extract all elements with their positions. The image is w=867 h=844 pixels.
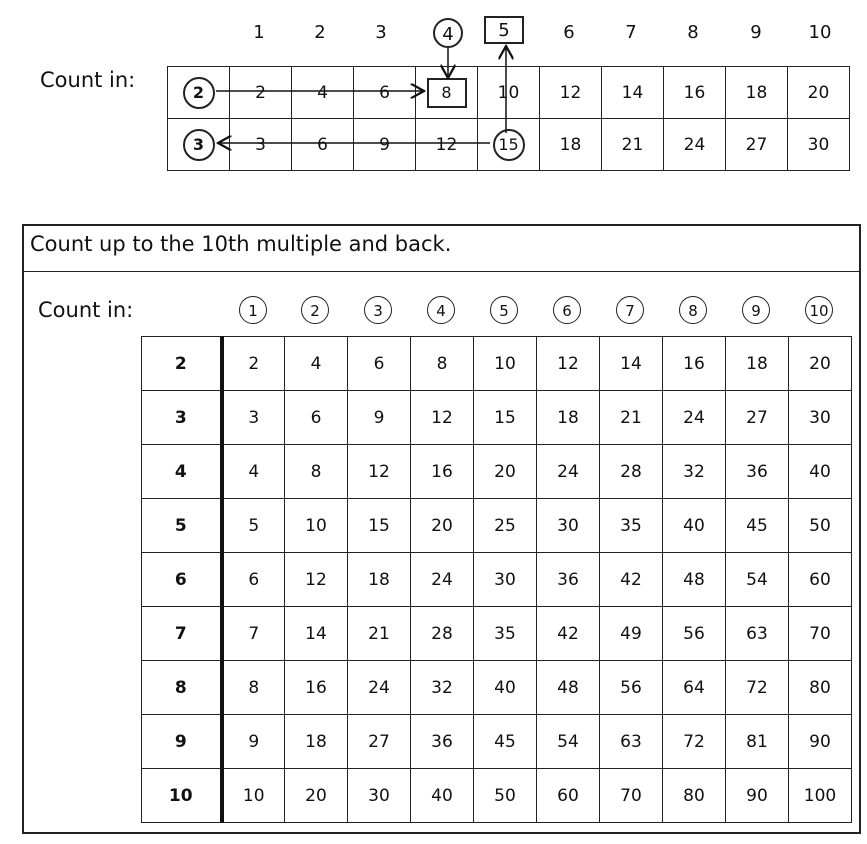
table-cell: 10 xyxy=(222,769,285,823)
row-label: 6 xyxy=(142,553,222,607)
table-cell: 16 xyxy=(285,661,348,715)
example-cell: 16 xyxy=(664,67,726,119)
table-cell: 56 xyxy=(663,607,726,661)
table-cell: 20 xyxy=(789,337,852,391)
table-cell: 72 xyxy=(663,715,726,769)
table-cell: 50 xyxy=(789,499,852,553)
table-cell: 18 xyxy=(285,715,348,769)
table-row xyxy=(142,607,852,661)
table-cell: 28 xyxy=(411,607,474,661)
column-header-circle: 7 xyxy=(616,296,644,324)
column-header-circle: 9 xyxy=(742,296,770,324)
example-cell: 12 xyxy=(416,119,478,171)
row-label: 2 xyxy=(142,337,222,391)
example-cell-box: 8 xyxy=(427,78,467,108)
table-cell: 48 xyxy=(537,661,600,715)
row-label: 7 xyxy=(142,607,222,661)
table-cell: 5 xyxy=(222,499,285,553)
table-cell: 72 xyxy=(726,661,789,715)
table-cell: 36 xyxy=(726,445,789,499)
table-cell: 4 xyxy=(222,445,285,499)
table-cell: 70 xyxy=(600,769,663,823)
table-cell: 60 xyxy=(789,553,852,607)
row-label: 10 xyxy=(142,769,222,823)
example-row-label-circle: 2 xyxy=(183,77,215,109)
row-label: 8 xyxy=(142,661,222,715)
table-cell: 3 xyxy=(222,391,285,445)
example-cell: 12 xyxy=(540,67,602,119)
column-header-circle: 6 xyxy=(553,296,581,324)
table-cell: 25 xyxy=(474,499,537,553)
table-cell: 50 xyxy=(474,769,537,823)
example-cell: 2 xyxy=(230,67,292,119)
example-row-label-circle: 3 xyxy=(183,129,215,161)
table-cell: 45 xyxy=(726,499,789,553)
table-cell: 56 xyxy=(600,661,663,715)
table-cell: 27 xyxy=(348,715,411,769)
table-cell: 80 xyxy=(663,769,726,823)
example-cell-circle: 15 xyxy=(493,129,525,161)
table-cell: 12 xyxy=(348,445,411,499)
table-cell: 100 xyxy=(789,769,852,823)
table-cell: 20 xyxy=(411,499,474,553)
table-row xyxy=(142,499,852,553)
table-row xyxy=(142,553,852,607)
table-cell: 12 xyxy=(411,391,474,445)
column-header-circle: 3 xyxy=(364,296,392,324)
example-count-in-label: Count in: xyxy=(40,68,136,92)
table-row xyxy=(142,391,852,445)
table-cell: 16 xyxy=(411,445,474,499)
table-cell: 30 xyxy=(474,553,537,607)
table-cell: 15 xyxy=(474,391,537,445)
table-cell: 54 xyxy=(537,715,600,769)
table-row xyxy=(142,337,852,391)
table-cell: 6 xyxy=(222,553,285,607)
table-cell: 60 xyxy=(537,769,600,823)
table-cell: 30 xyxy=(789,391,852,445)
example-cell: 6 xyxy=(292,119,354,171)
example-header-number-circled: 4 xyxy=(433,18,463,48)
row-label: 3 xyxy=(142,391,222,445)
example-cell: 4 xyxy=(292,67,354,119)
example-cell: 24 xyxy=(664,119,726,171)
table-cell: 70 xyxy=(789,607,852,661)
example-cell: 10 xyxy=(478,67,540,119)
table-cell: 40 xyxy=(789,445,852,499)
table-cell: 49 xyxy=(600,607,663,661)
table-cell: 18 xyxy=(537,391,600,445)
table-cell: 54 xyxy=(726,553,789,607)
table-cell: 4 xyxy=(285,337,348,391)
table-cell: 10 xyxy=(474,337,537,391)
example-cell: 18 xyxy=(726,67,788,119)
table-cell: 8 xyxy=(411,337,474,391)
table-cell: 40 xyxy=(411,769,474,823)
example-cell: 6 xyxy=(354,67,416,119)
table-cell: 27 xyxy=(726,391,789,445)
table-cell: 24 xyxy=(663,391,726,445)
table-cell: 14 xyxy=(285,607,348,661)
example-header-number: 7 xyxy=(625,22,637,43)
main-count-in-label: Count in: xyxy=(38,298,134,322)
example-cell: 9 xyxy=(354,119,416,171)
table-cell: 63 xyxy=(726,607,789,661)
table-cell: 42 xyxy=(537,607,600,661)
table-cell: 10 xyxy=(285,499,348,553)
example-header-number: 3 xyxy=(375,22,387,43)
table-row xyxy=(142,715,852,769)
column-header-circle: 5 xyxy=(490,296,518,324)
table-cell: 20 xyxy=(474,445,537,499)
table-cell: 81 xyxy=(726,715,789,769)
multiples-table xyxy=(141,336,852,823)
example-header-number: 2 xyxy=(314,22,326,43)
table-cell: 21 xyxy=(600,391,663,445)
table-cell: 21 xyxy=(348,607,411,661)
example-header-number: 9 xyxy=(750,22,762,43)
table-cell: 12 xyxy=(285,553,348,607)
example-cell: 14 xyxy=(602,67,664,119)
table-cell: 24 xyxy=(537,445,600,499)
table-cell: 42 xyxy=(600,553,663,607)
instruction-text: Count up to the 10th multiple and back. xyxy=(30,232,452,256)
table-cell: 90 xyxy=(789,715,852,769)
table-cell: 32 xyxy=(411,661,474,715)
column-header-circle: 10 xyxy=(805,296,833,324)
table-cell: 90 xyxy=(726,769,789,823)
table-cell: 6 xyxy=(348,337,411,391)
example-cell: 20 xyxy=(788,67,850,119)
example-header-number-boxed: 5 xyxy=(484,16,524,44)
table-cell: 20 xyxy=(285,769,348,823)
table-cell: 9 xyxy=(222,715,285,769)
table-row xyxy=(142,445,852,499)
table-cell: 16 xyxy=(663,337,726,391)
table-cell: 63 xyxy=(600,715,663,769)
table-cell: 8 xyxy=(285,445,348,499)
table-cell: 30 xyxy=(537,499,600,553)
example-header-number: 6 xyxy=(563,22,575,43)
column-header-circle: 8 xyxy=(679,296,707,324)
table-cell: 12 xyxy=(537,337,600,391)
table-cell: 35 xyxy=(600,499,663,553)
example-header-number: 1 xyxy=(253,22,265,43)
table-cell: 80 xyxy=(789,661,852,715)
example-cell: 3 xyxy=(230,119,292,171)
example-cell: 21 xyxy=(602,119,664,171)
table-cell: 30 xyxy=(348,769,411,823)
column-header-circle: 2 xyxy=(301,296,329,324)
table-cell: 18 xyxy=(726,337,789,391)
table-cell: 40 xyxy=(474,661,537,715)
row-label: 4 xyxy=(142,445,222,499)
table-cell: 36 xyxy=(537,553,600,607)
column-header-circle: 1 xyxy=(239,296,267,324)
example-cell: 30 xyxy=(788,119,850,171)
table-cell: 40 xyxy=(663,499,726,553)
table-cell: 15 xyxy=(348,499,411,553)
table-cell: 32 xyxy=(663,445,726,499)
table-cell: 6 xyxy=(285,391,348,445)
example-header-number: 8 xyxy=(687,22,699,43)
table-cell: 45 xyxy=(474,715,537,769)
table-cell: 48 xyxy=(663,553,726,607)
example-arrows xyxy=(0,0,867,200)
row-label: 9 xyxy=(142,715,222,769)
column-header-circle: 4 xyxy=(427,296,455,324)
example-header-number: 10 xyxy=(808,22,832,43)
table-cell: 7 xyxy=(222,607,285,661)
table-cell: 35 xyxy=(474,607,537,661)
table-cell: 24 xyxy=(348,661,411,715)
example-cell: 27 xyxy=(726,119,788,171)
table-cell: 24 xyxy=(411,553,474,607)
row-label: 5 xyxy=(142,499,222,553)
table-cell: 28 xyxy=(600,445,663,499)
divider xyxy=(24,271,859,272)
table-cell: 8 xyxy=(222,661,285,715)
table-cell: 2 xyxy=(222,337,285,391)
table-cell: 18 xyxy=(348,553,411,607)
table-cell: 14 xyxy=(600,337,663,391)
table-cell: 36 xyxy=(411,715,474,769)
table-cell: 9 xyxy=(348,391,411,445)
table-row xyxy=(142,661,852,715)
table-row xyxy=(142,769,852,823)
example-cell: 18 xyxy=(540,119,602,171)
table-cell: 64 xyxy=(663,661,726,715)
